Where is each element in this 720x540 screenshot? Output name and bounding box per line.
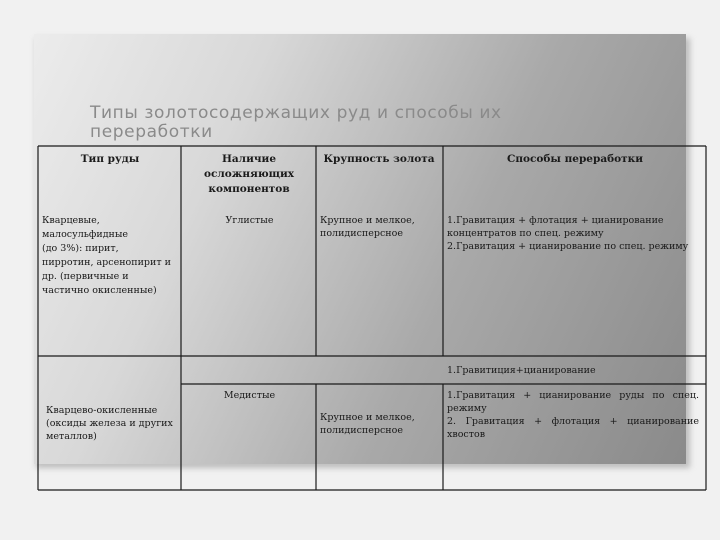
header-processing-methods: Способы переработки: [506, 153, 644, 165]
header-complicating-components: Наличие осложняющих компонентов: [203, 153, 295, 195]
ore-type-line: Кварцевые,: [42, 215, 100, 226]
ore-type-quartz-low-sulfide: [42, 214, 178, 298]
processing-methods-row3: [447, 389, 699, 441]
ore-type-line: частично окисленные): [42, 285, 157, 296]
complicating-copper: Медистые: [223, 390, 276, 401]
method-item: 2.Гравитация + цианирование по спец. режиму: [447, 241, 689, 252]
ore-type-line: пирротин, арсенопирит и: [42, 257, 171, 268]
slide-title: Типы золотосодержащих руд и способы их переработки: [90, 103, 502, 142]
complicating-carbonaceous: Углистые: [225, 215, 274, 226]
method-item: 1.Гравитация + флотация + цианирование концентратов по спец. режиму: [447, 215, 664, 239]
method-item: 1.Гравитация + цианирование руды по спец. режиму: [447, 390, 699, 414]
gold-size-row1: Крупное и мелкое, полидисперсное: [320, 215, 415, 239]
header-gold-size: Крупность золота: [323, 153, 435, 165]
ore-type-line: (до 3%): пирит,: [42, 243, 119, 254]
ore-type-line: др. (первичные и: [42, 271, 129, 282]
method-item: 2. Гравитация + флотация + цианирование хвостов: [447, 416, 699, 440]
processing-methods-row2: 1.Гравитиция+цианирование: [447, 365, 596, 376]
ore-type-line: малосульфидные: [42, 229, 129, 240]
gold-size-row3: Крупное и мелкое, полидисперсное: [320, 412, 415, 436]
ore-type-quartz-oxidized: Кварцево-окисленные (оксиды железа и других металлов): [46, 405, 173, 442]
processing-methods-row1: [447, 214, 702, 253]
header-ore-type: Тип руды: [80, 153, 140, 165]
